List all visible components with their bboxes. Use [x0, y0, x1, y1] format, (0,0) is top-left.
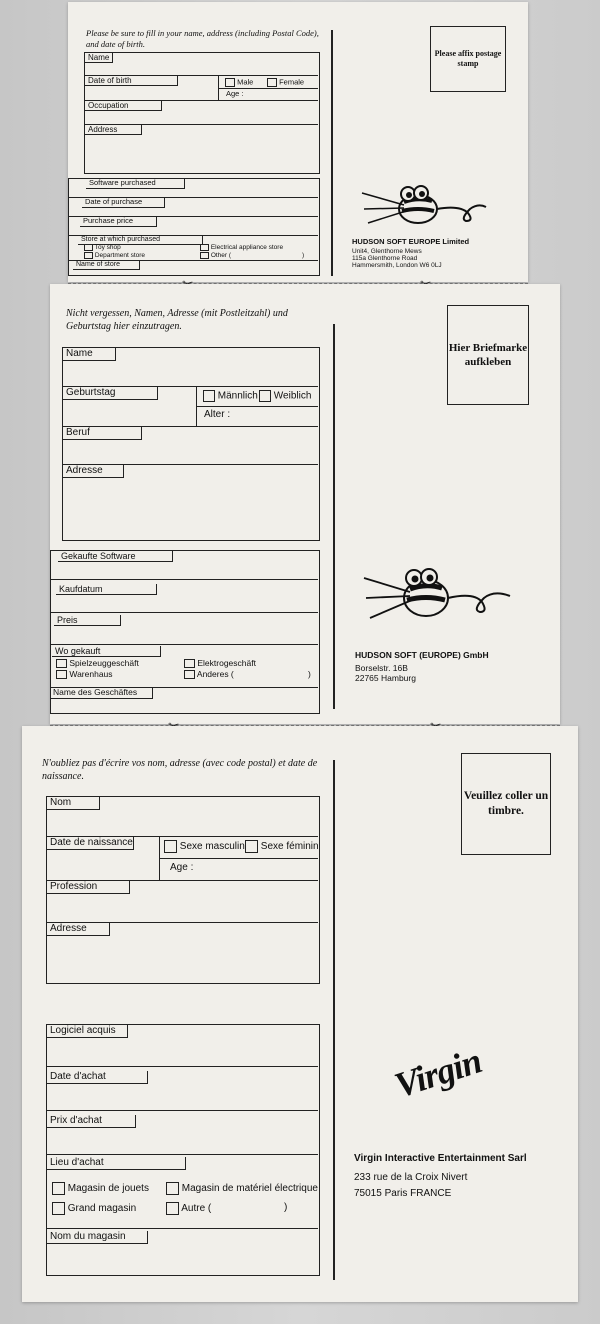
- occupation-label: Beruf: [63, 427, 142, 440]
- address-line-2: 115a Glenthorne Road: [352, 255, 418, 262]
- electrical-checkbox[interactable]: [184, 659, 195, 668]
- store-name-label: Name of store: [73, 261, 140, 270]
- other-option[interactable]: Other (: [200, 252, 231, 260]
- purchase-date-label: Date of purchase: [82, 198, 165, 208]
- dob-label: Geburtstag: [63, 387, 158, 400]
- toy-checkbox[interactable]: [52, 1182, 65, 1195]
- registration-card-german: [50, 284, 560, 724]
- other-option[interactable]: Anderes (: [184, 670, 234, 680]
- store-label: Wo gekauft: [52, 646, 161, 657]
- toy-option[interactable]: Magasin de jouets: [52, 1182, 149, 1195]
- electrical-checkbox[interactable]: [200, 244, 209, 251]
- name-label: Name: [85, 53, 113, 63]
- age-label: Alter :: [204, 409, 231, 420]
- male-option[interactable]: Männlich: [203, 390, 258, 402]
- dob-label: Date de naissance: [47, 837, 134, 850]
- female-option[interactable]: Sexe féminin: [245, 840, 319, 853]
- software-label: Gekaufte Software: [58, 551, 173, 562]
- stamp-box: Veuillez coller un timbre.: [461, 753, 551, 855]
- card-divider: [333, 324, 335, 709]
- card-divider: [331, 30, 333, 276]
- stamp-box: Please affix postage stamp: [430, 26, 506, 92]
- other-close: ): [308, 669, 311, 679]
- company-name: HUDSON SOFT EUROPE Limited: [352, 237, 470, 246]
- address-line-1: Borselstr. 16B: [355, 663, 408, 673]
- age-label: Age :: [226, 89, 244, 98]
- occupation-label: Occupation: [85, 101, 162, 111]
- female-option[interactable]: Weiblich: [259, 390, 311, 402]
- female-checkbox[interactable]: [245, 840, 258, 853]
- address-line-1: 233 rue de la Croix Nivert: [354, 1172, 468, 1183]
- address-line-2: 75015 Paris FRANCE: [354, 1188, 452, 1199]
- male-checkbox[interactable]: [164, 840, 177, 853]
- registration-card-english: [68, 2, 528, 282]
- toy-option[interactable]: Toy shop: [84, 244, 121, 252]
- address-line-2: 22765 Hamburg: [355, 673, 416, 683]
- toy-option[interactable]: Spielzeuggeschäft: [56, 659, 139, 669]
- store-label: Store at which purchased: [78, 236, 203, 245]
- virgin-logo: Virgin: [389, 1040, 486, 1106]
- company-name: Virgin Interactive Entertainment Sarl: [354, 1153, 527, 1164]
- toy-checkbox[interactable]: [56, 659, 67, 668]
- electrical-option[interactable]: Electrical appliance store: [200, 244, 283, 252]
- stamp-box: Hier Briefmarke aufkleben: [447, 305, 529, 405]
- electrical-option[interactable]: Magasin de matériel électrique: [166, 1182, 318, 1195]
- name-label: Nom: [47, 797, 100, 810]
- other-checkbox[interactable]: [184, 670, 195, 679]
- toy-checkbox[interactable]: [84, 244, 93, 251]
- male-option[interactable]: Sexe masculin: [164, 840, 245, 853]
- department-checkbox[interactable]: [52, 1202, 65, 1215]
- address-label: Adresse: [63, 465, 124, 478]
- electrical-checkbox[interactable]: [166, 1182, 179, 1195]
- hudson-bee-icon: [362, 566, 518, 624]
- female-option[interactable]: Female: [267, 78, 304, 87]
- software-label: Software purchased: [86, 179, 185, 189]
- intro-text: N'oubliez pas d'écrire vos nom, adresse (avec code postal) et date de naissance.: [42, 758, 318, 782]
- electrical-option[interactable]: Elektrogeschäft: [184, 659, 256, 669]
- intro-text: Nicht vergessen, Namen, Adresse (mit Postleitzahl) und Geburtstag hier einzutragen.: [66, 308, 288, 332]
- department-option[interactable]: Warenhaus: [56, 670, 113, 680]
- personal-info-box: [84, 52, 320, 174]
- female-checkbox[interactable]: [267, 78, 277, 87]
- other-option[interactable]: Autre (: [166, 1202, 211, 1215]
- male-checkbox[interactable]: [203, 390, 215, 402]
- department-option[interactable]: Department store: [84, 252, 145, 260]
- personal-info-box: [62, 347, 320, 541]
- occupation-label: Profession: [47, 881, 130, 894]
- purchase-price-label: Prix d'achat: [47, 1115, 136, 1128]
- company-name: HUDSON SOFT (EUROPE) GmbH: [355, 650, 489, 660]
- address-line-3: Hammersmith, London W6 0LJ: [352, 262, 442, 269]
- address-line-1: Unit4, Glenthorne Mews: [352, 248, 422, 255]
- store-name-label: Name des Geschäftes: [50, 688, 153, 699]
- department-checkbox[interactable]: [56, 670, 67, 679]
- purchase-date-label: Kaufdatum: [56, 584, 157, 595]
- male-option[interactable]: Male: [225, 78, 253, 87]
- other-close: ): [302, 252, 305, 259]
- address-label: Adresse: [47, 923, 110, 936]
- intro-text: Please be sure to fill in your name, address (including Postal Code), and date of birth.: [86, 28, 319, 49]
- purchase-date-label: Date d'achat: [47, 1071, 148, 1084]
- department-option[interactable]: Grand magasin: [52, 1202, 136, 1215]
- address-label: Address: [85, 125, 142, 135]
- female-checkbox[interactable]: [259, 390, 271, 402]
- card-divider: [333, 760, 335, 1280]
- software-label: Logiciel acquis: [47, 1025, 128, 1038]
- store-name-label: Nom du magasin: [47, 1231, 148, 1244]
- store-label: Lieu d'achat: [47, 1157, 186, 1170]
- department-checkbox[interactable]: [84, 252, 93, 259]
- male-checkbox[interactable]: [225, 78, 235, 87]
- purchase-price-label: Purchase price: [80, 217, 157, 227]
- hudson-bee-icon: [360, 185, 498, 229]
- other-checkbox[interactable]: [200, 252, 209, 259]
- other-checkbox[interactable]: [166, 1202, 179, 1215]
- name-label: Name: [63, 348, 116, 361]
- dob-label: Date of birth: [85, 76, 178, 86]
- registration-card-french: [22, 726, 578, 1302]
- purchase-price-label: Preis: [54, 615, 121, 626]
- other-close: ): [284, 1202, 288, 1213]
- age-label: Age :: [170, 862, 194, 873]
